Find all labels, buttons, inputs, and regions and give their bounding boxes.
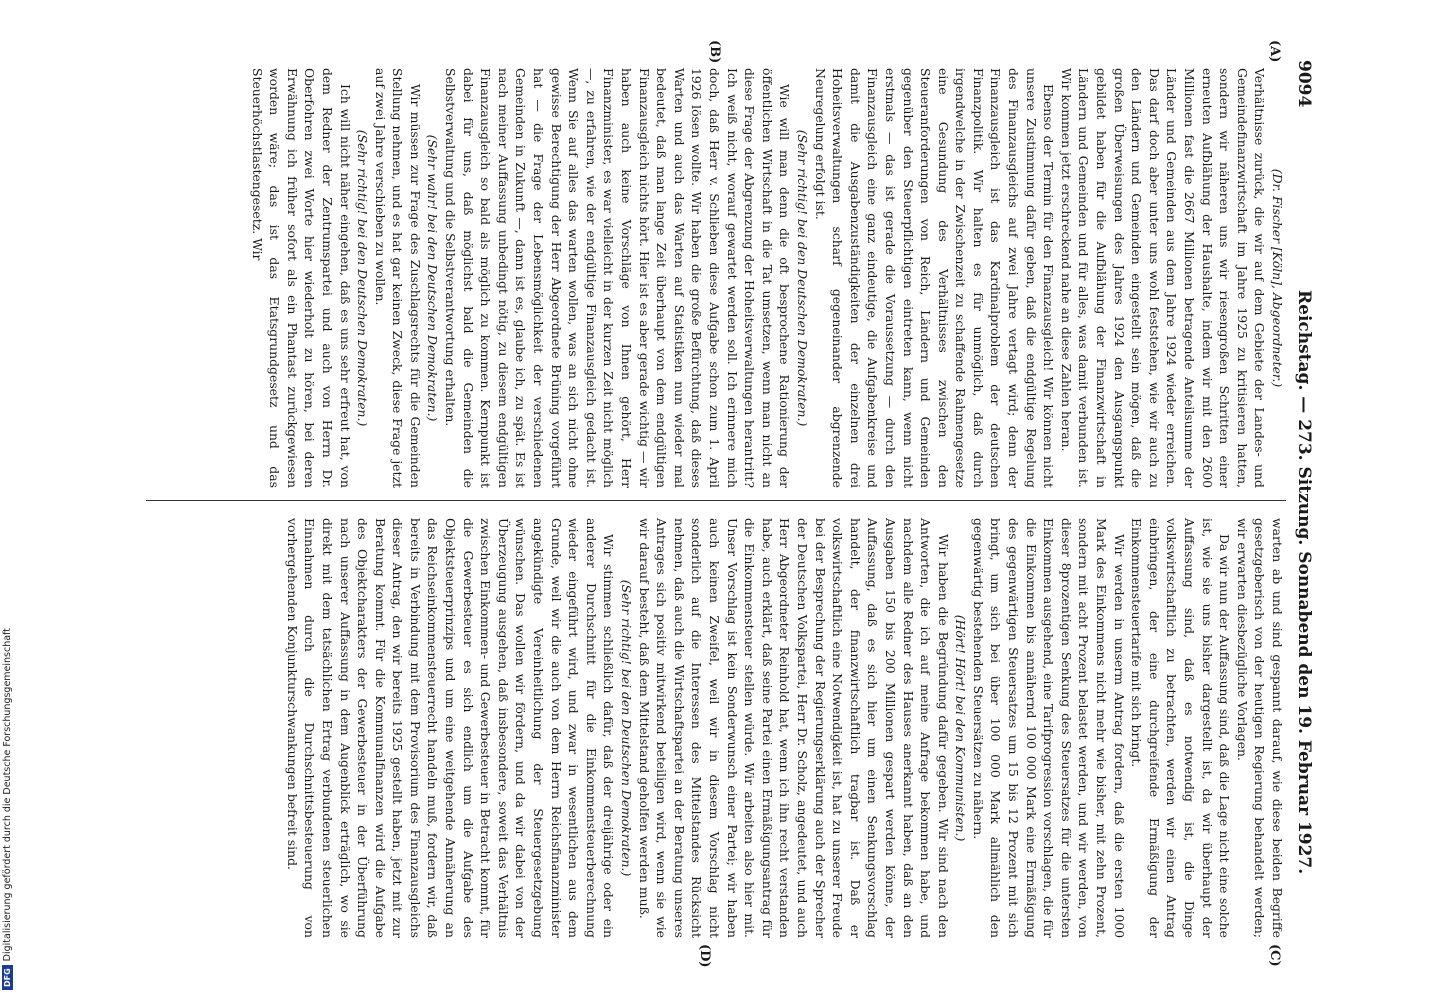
paragraph: Wir stimmen schließlich dafür, daß der dreijährige oder ein anderer Durchschnitt für die Einkommensteuerberechnung wieder eingeführt wird, und zwar in wesentlichen aus dem Grunde, weil wir die auch von dem Herrn Reichsfinanzminister angekündigte Vereinheitlichung der Steuergesetzgebung wünschen. Das wollen wir fördern, und da wir dabei von der Überzeugung ausgehen, daß insbesondere, soweit das Verhältnis zwischen Einkommen- und Gewerbesteuer in Betracht kommt, für die Gewerbesteuer es sich endlich um die Aufgabe des Objektsteuerprinzips und um eine weitgehende Annäherung an das Reichseinkommensteuerrecht handeln muß, fordern wir, daß bereits in Verbindung mit dem Provisorium des Finanzausgleichs dieser Antrag, den wir bereits 1925 gestellt haben, jetzt mit zur Beratung kommt. Für die Kommunalfinanzen wird die Aufgabe des Objektcharakters der Gewerbesteuer in der Überführung nach unserer Auffassung in dem Augenblick erträglich, wo sie direkt mit dem tatsächlichen Ertrag verbundenen steuerlichen Einnahmen durch die Durchschnittsbesteuerung von vorhergehenden Konjunkturschwankungen befreit sind. bbox=[284, 518, 617, 938]
interjection: (Sehr wahr! bei den Deutschen Demokraten.) bbox=[425, 134, 441, 422]
running-title: Reichstag. — 273. Sitzung. Sonnabend den 19. Februar 1927. bbox=[1294, 290, 1314, 875]
interjection: (Hört! Hört! bei den Kommunisten.) bbox=[953, 614, 969, 842]
margin-mark-c: (C) bbox=[1267, 944, 1282, 967]
paragraph: Verhältnisse zurück, die wir auf dem Gebiete der Landes- und Gemeindefinanzwirtschaft im Jahre 1925 zu kritisieren hatten, sondern wir näheren uns wir riesengroßen Schritten einer erneuten Aufblähung der Haushalte, indem wir mit den 2600 Millionen fast die 2667 Millionen betragende Anteilsumme der Länder und Gemeinden aus dem Jahre 1924 wieder erreichen. Das darf doch aber unter uns wohl feststehen, wie wir auch zu den Ländern und Gemeinden eingestellt sein mögen, daß die großen Überweisungen des Jahres 1924 den Ausgangspunkt gebildet haben für die Aufblähung der Finanzwirtschaft in Ländern und Gemeinden und für alles, was damit verbunden ist. Wir kommen jetzt erschreckend nahe an diese Zahlen heran. bbox=[1058, 68, 1268, 488]
paragraph: Ich will nicht näher eingehen, daß es uns sehr erfreut hat, von dem Redner der Zentrumspartei und auch von Herrn Dr. Oberfohren zwei Worte hier wiederholt zu hören, bei deren Erwähnung ich früher sofort als ein Phantast zurückgewiesen worden wäre; das ist das Etatsgrundgesetz und das Steuerhöchstlastengesetz. Wir bbox=[249, 68, 353, 488]
column-divider bbox=[146, 500, 1286, 501]
paragraph: Wir müssen zur Frage des Zuschlagsrechts für die Gemeinden Stellung nehmen, und es hat gar keinen Zweck, diese Frage jetzt auf zwei Jahre verschieben zu wollen. bbox=[372, 68, 423, 488]
margin-mark-d: (D) bbox=[697, 944, 712, 968]
interjection: (Sehr richtig! bei den Deutschen Demokraten.) bbox=[355, 129, 371, 427]
margin-mark-a: (A) bbox=[1267, 40, 1282, 63]
digitization-credit bbox=[2, 570, 13, 990]
right-column bbox=[283, 518, 1286, 938]
paragraph: Da wir nun der Auffassung sind, daß die Lage nicht eine solche ist, wie sie uns bisher dargestellt ist, da wir überhaupt der Auffassung sind, daß es notwendig ist, die Dinge volkswirtschaftlich zu betrachten, werden wir einen Antrag einbringen, der eine durchgreifende Ermäßigung der Einkommensteuertarife mit sich bringt. bbox=[1129, 518, 1233, 938]
interjection: (Sehr richtig! bei den Deutschen Demokraten.) bbox=[619, 579, 635, 877]
speaker-line: (Dr. Fischer [Köln], Abgeordneter.) bbox=[1270, 168, 1285, 388]
paragraph: Wir werden in unserm Antrag fordern, daß die ersten 1000 Mark des Einkommens nicht mehr wie bisher, mit zehn Prozent, sondern mit acht Prozent belastet werden, und wir werden, von dieser 8prozentigen Senkung des Steuersatzes für die untersten Einkommen ausgehend, eine Tarifprogression vorschlagen, die für die Einkommen bis annähernd 100 000 Mark eine Ermäßigung des gegenwärtigen Steuersatzes um 15 bis 12 Prozent mit sich bringt, um sich bei über 100 000 Mark allmählich den gegenwärtig bestehenden Steuersätzen zu nähern. bbox=[970, 518, 1127, 938]
paragraph: Wir haben die Begründung dafür gegeben. Wir sind nach den Antworten, die ich auf meine Anfrage bekommen habe, und nachdem alle Redner des Hauses anerkannt haben, daß an den Ausgaben 150 bis 200 Millionen gespart werden könne, der Auffassung, daß es sich hier um einen Senkungsvorschlag handelt, der finanzwirtschaftlich tragbar ist. Daß er volkswirtschaftlich eine Notwendigkeit ist, hat zu unserer Freude bei der Besprechung der Regierungserklärung auch der Sprecher der Deutschen Volkspartei, Herr Dr. Scholz, angedeutet, und auch Herr Abgeordneter Reinhold hat, wenn ich ihn recht verstanden habe, auch erklärt, daß seine Partei einen Ermäßigungsantrag für die Einkommensteuer stellen würde. Wir arbeiten also hier mit. Unser Vorschlag ist kein Sonderwunsch einer Partei; wir haben auch keinen Zweifel, weil wir in diesem Vorschlag nicht sonderlich auf die Interessen des Mittelstandes Rücksicht nehmen, daß auch die Wirtschaftspartei an der Beratung unseres Antrages sich positiv mitwirkend beteiligen wird, wenn sie wie wir darauf besteht, daß dem Mittelstand geholfen werden muß. bbox=[636, 518, 951, 938]
page-header bbox=[1290, 60, 1314, 960]
credit-text: Digitalisierung gefördert durch die Deutsche Forschungsgemeinschaft bbox=[2, 628, 13, 962]
left-column bbox=[248, 68, 1286, 488]
dfg-logo: DFG bbox=[2, 965, 13, 990]
paragraph: Ebenso der Termin für den Finanzausgleich! Wir können nicht unsere Zustimmung dafür geben, daß die endgültige Regelung des Finanzausgleichs auf zwei Jahre vertagt wird; denn der Finanzausgleich ist das Kardinalproblem der deutschen Finanzpolitik. Wir halten es für unmöglich, daß durch irgendwelche in der Zwischenzeit zu schaffende Rahmengesetze eine Gesundung des Verhältnisses zwischen den Steueranforderungen von Reich, Ländern und Gemeinden gegenüber den Steuerpflichtigen eintreten kann, wenn nicht erstmals — das ist gerade die Voraussetzung — durch den Finanzausgleich eine ganz eindeutige, die Aufgabenkreise und damit die Ausgabenzuständigkeiten der einzelnen drei Hoheitsverwaltungen scharf gegeneinander abgrenzende Neuregelung erfolgt ist. bbox=[812, 68, 1057, 488]
interjection: (Sehr richtig! bei den Deutschen Demokraten.) bbox=[794, 129, 810, 427]
paragraph: Wie will man denn die oft besprochene Rationierung der öffentlichen Wirtschaft in die Tat umsetzen, wenn man nicht an diese Frage der Abgrenzung der Hoheitsverwaltungen herantritt? Ich weiß nicht, worauf gewartet werden soll. Ich erinnere mich doch, daß Herr v. Schlieben diese Aufgabe schon zum 1. April 1926 lösen wollte. Wir haben die große Befürchtung, daß dieses Warten und auch das Warten auf Statistiken nun wieder mal bedeutet, daß man lange Zeit überhaupt von dem endgültigen Finanzausgleich nichts hört. Hier ist es aber gerade wichtig — wir haben auch keine Vorschläge von Ihnen gehört, Herr Finanzminister, es war vielleicht in der kurzen Zeit nicht möglich —, zu erfahren, wie der endgültige Finanzausgleich gedacht ist. Wenn Sie auf alles das warten wollen, was an sich nicht ohne gewisse Berechtigung der Herr Abgeordnete Brüning vorgeführt hat — die Frage der Lebensmöglichkeit der verschiedenen Gemeinden in Zukunft —, dann ist es, glaube ich, zu spät. Es ist nach meiner Auffassung unbedingt nötig, zu diesem endgültigen Finanzausgleich so bald als möglich zu kommen. Kernpunkt ist dabei für uns, daß möglichst bald die Gemeinden die Selbstverwaltung und die Selbstverantwortung erhalten. bbox=[443, 68, 793, 488]
paragraph: warten ab und sind gespannt darauf, wie diese beiden Begriffe gesetzgeberisch von der heutigen Regierung behandelt werden; wir erwarten diesbezügliche Vorlagen. bbox=[1234, 518, 1285, 938]
page-number: 9094 bbox=[1294, 60, 1314, 108]
margin-mark-b: (B) bbox=[707, 40, 722, 64]
